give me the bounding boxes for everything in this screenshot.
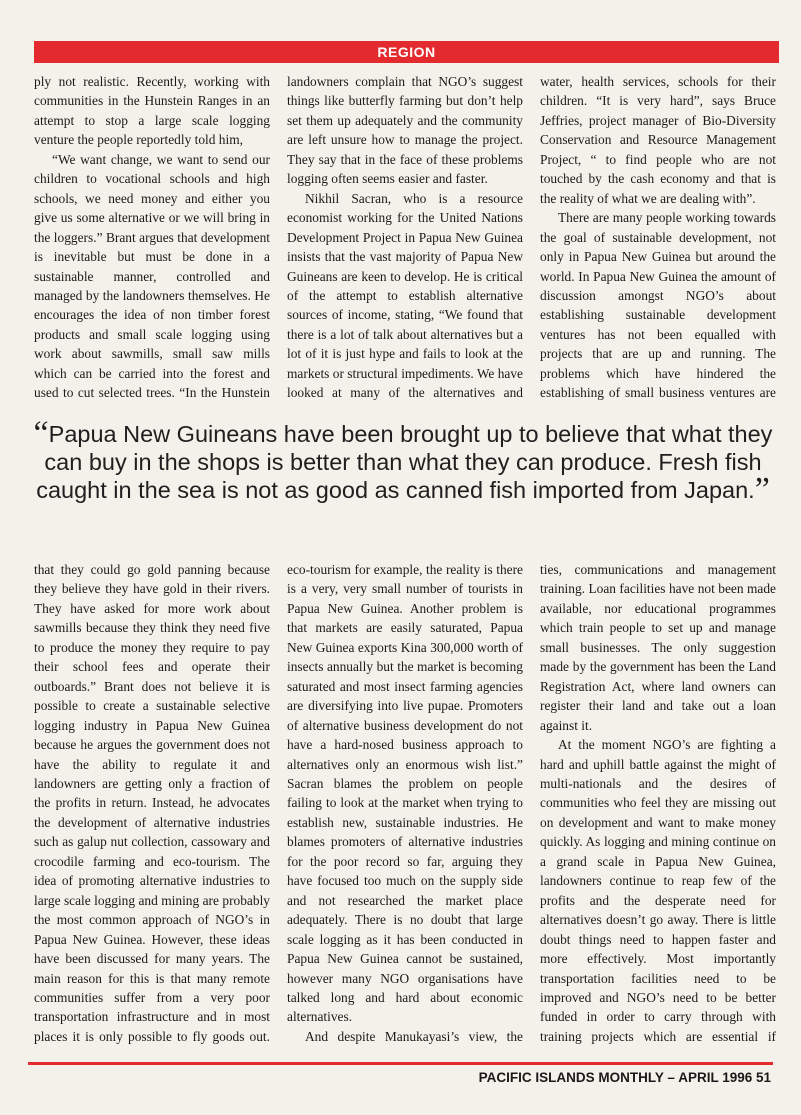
paragraph: ply not realistic. Recently, working with communities in the Hunstein Ranges in an attempt to stop a large scale logging venture the people reportedly told him, <box>34 74 270 148</box>
paragraph: ties, communications and management training. Loan facilities have not been made available, nor educational programmes which train people to set up and manage small businesses. The only suggestion made by the government has been the Land Registration Act, where land owners can register their land and take out a loan against it. <box>540 562 776 733</box>
close-quote-icon: ” <box>754 471 770 508</box>
paragraph-last <box>540 735 776 1050</box>
column-top-1 <box>34 72 270 402</box>
column-bottom-3 <box>540 560 776 1050</box>
column-top-2 <box>287 72 523 402</box>
paragraph-last-text: At the moment NGO’s are fighting a hard and uphill battle against the might of multi-nationals and the desires of communities who feel they are missing out on development and want to make money quickly. As logging and mining continue on a grand scale in Papua New Guinea, landowners continue to reap few of the profits and the desperate need for alternatives doesn’t go away. There is little doubt things need to happen faster and more effectively. Most importantly transportation facilities need to be improved and NGO’s need to be better funded in order to carry through with training projects which are essential if <box>540 737 776 1044</box>
paragraph: eco-tourism for example, the reality is there is a very, very small number of tourists in Papua New Guinea. Another problem is that markets are easily saturated, Papua New Guinea exports Kina 300,000 worth of insects annually but the market is becoming saturated and most insect farming agencies are diversifying into live pupae. Promoters of alternative business development do not have a hard-nosed business approach to alternatives only an enormous wish list.” Sacran blames the problem on people failing to look at the market when trying to establish new, sustainable industries. He blames promoters of alternative industries for the poor record so far, arguing they have focused too much on the supply side and not researched the market place adequately. There is no doubt that large scale logging as it has been conducted in Papua New Guinea cannot be sustained, however many NGO organisations have talked long and hard about economic alternatives. <box>287 562 523 1025</box>
paragraph: that they could go gold panning because they believe they have gold in their rivers. They have asked for more work about sawmills because they think they need five to produce the money they require to pay their school fees and operate their outboards.” Brant does not believe it is possible to create a sustainable selective logging industry in Papua New Guinea because he argues the government does not have the ability to regulate it and landowners are getting only a fraction of the profits in return. Instead, he advocates the development of alternative industries such as galup nut collection, cassowary and crocodile farming and eco-tourism. The idea of promoting alternative industries to large scale logging and mining are probably the most common approach of NGO’s in Papua New Guinea. However, these ideas have been discussed for many years. The main reason for this is that many remote communities suffer from a very poor transportation infrastructure and in most places it is only possible to fly goods out. <box>34 562 270 1044</box>
paragraph: “We want change, we want to send our children to vocational schools and high schools, we need money and either you give us some alternative or we will bring in the loggers.” Brant argues that development is inevitable but must be done in a sustainable manner, controlled and managed by the landowners themselves. He encourages the idea of non timber forest products and small scale logging using work about sawmills, small saw mills which can be carried into the forest and used to cut selected trees. “In the Hunstein <box>34 151 270 401</box>
paragraph: landowners complain that NGO’s suggest things like butterfly farming but don’t help set them up adequately and the community are left unsure how to manage the project. They say that in the face of these problems logging often seems easier and faster. <box>287 74 523 187</box>
open-quote-icon: “ <box>33 415 49 452</box>
paragraph: Nikhil Sacran, who is a resource economist working for the United Nations Development Project in Papua New Guinea insists that the vast majority of Papua New Guineans are keen to develop. He is critical of the attempt to establish alternative sources of income, stating, “We found that there is a lot of talk about alternatives but a lot of it is just hype and fails to look at the markets or structural impediments. We have looked at many of the alternatives and <box>287 190 523 401</box>
column-bottom-2 <box>287 560 523 1050</box>
section-banner: REGION <box>34 41 779 63</box>
paragraph: There are many people working towards the goal of sustainable development, not only in Papua New Guinea but around the world. In Papua New Guinea the amount of discussion amongst NGO’s about establishing sustainable development ventures has not been equalled with projects that are up and running. The problems which have hindered the establishing of small business ventures are <box>540 210 776 401</box>
page-footer: PACIFIC ISLANDS MONTHLY – APRIL 1996 51 <box>478 1070 771 1085</box>
column-bottom-1 <box>34 560 270 1050</box>
column-top-3 <box>540 72 776 402</box>
footer-rule <box>28 1062 773 1065</box>
paragraph: And despite Manukayasi’s view, the <box>305 1028 523 1044</box>
pull-quote-text: Papua New Guineans have been brought up to believe that what they can buy in the shops is better than what they can produce. Fresh fish caught in the sea is not as good as canned fish imported from Japan. <box>36 421 773 503</box>
paragraph: water, health services, schools for their children. “It is very hard”, says Bruce Jeffries, project manager of Bio-Diversity Conservation and Resource Management Project, “ to find people who are not touched by the cash economy and that is the reality of what we are dealing with”. <box>540 74 776 206</box>
pull-quote <box>28 415 778 508</box>
